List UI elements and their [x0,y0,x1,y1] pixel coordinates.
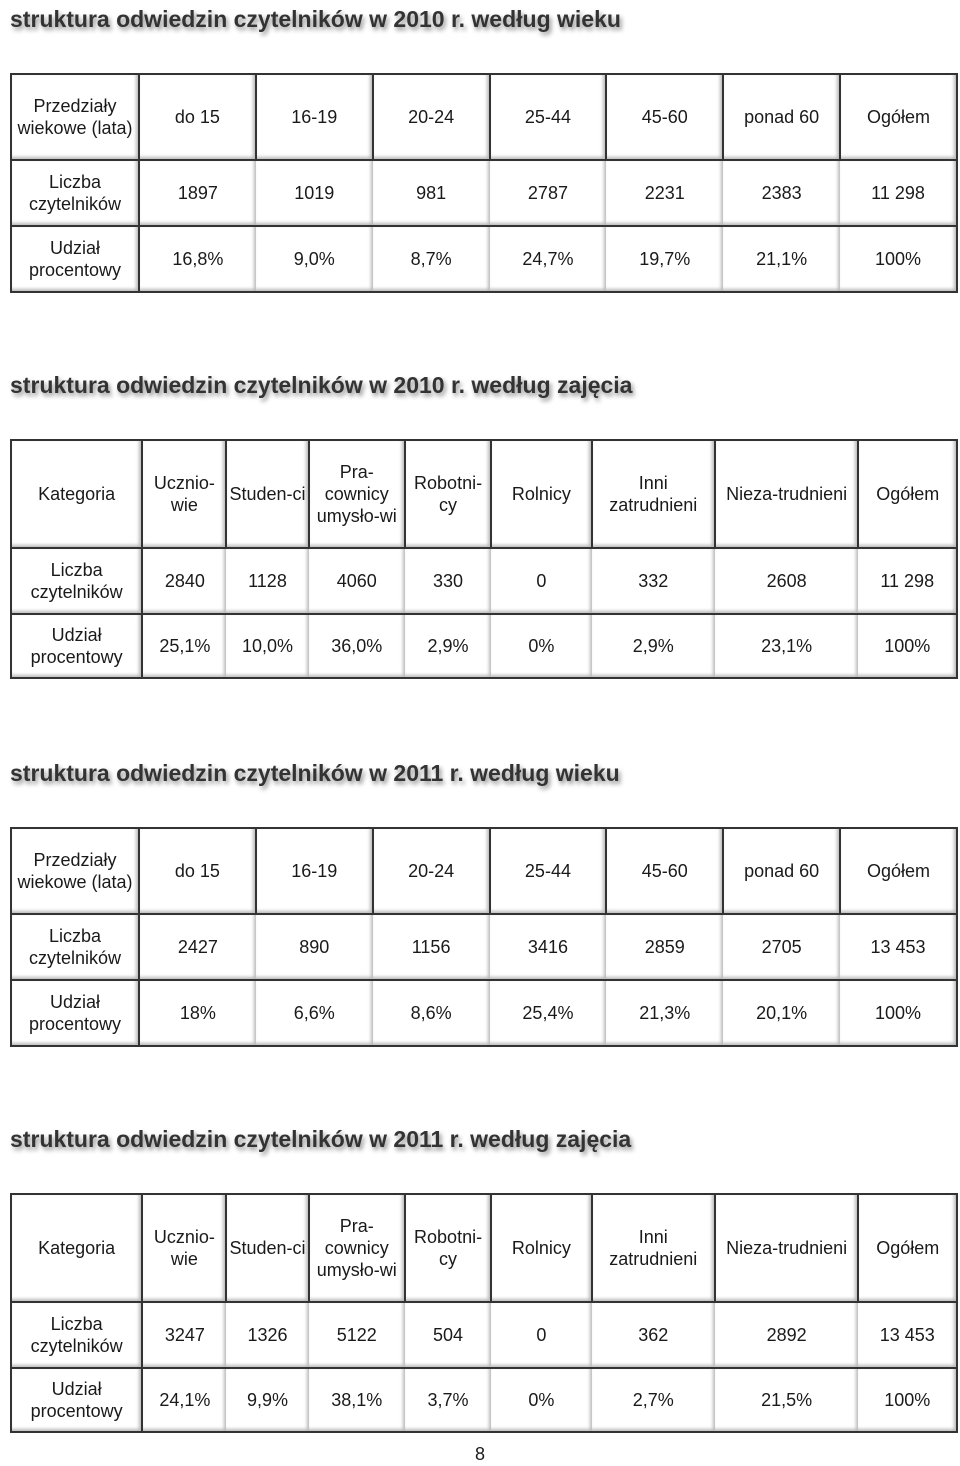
row-header-reader-count: Liczba czytelników [11,1302,142,1368]
table-cell: 36,0% [309,614,405,678]
column-header: 20-24 [373,74,490,160]
table-cell: 1326 [226,1302,308,1368]
column-header: Ogółem [858,1194,957,1302]
table-row [11,1368,957,1432]
table-cell: 2427 [139,914,256,980]
table-row [11,226,957,292]
column-header: Ogółem [858,440,957,548]
title-2011-age: struktura odwiedzin czytelników w 2011 r. według wieku [10,760,620,786]
table-cell: 16,8% [139,226,256,292]
column-header: Ucznio-wie [142,1194,226,1302]
table-2010-occupation [10,439,958,679]
table-row [11,1302,957,1368]
column-header: 16-19 [256,74,373,160]
column-header: 16-19 [256,828,373,914]
table-cell: 1156 [373,914,490,980]
table-cell: 1897 [139,160,256,226]
table-cell: 1019 [256,160,373,226]
column-header: ponad 60 [723,828,840,914]
column-header: Studen-ci [226,440,308,548]
column-header: do 15 [139,828,256,914]
column-header: Robotni-cy [405,1194,491,1302]
column-header: 45-60 [606,828,723,914]
table-cell: 2231 [606,160,723,226]
column-header: Nieza-trudnieni [715,440,859,548]
table-cell: 100% [858,614,957,678]
table-cell: 330 [405,548,491,614]
table-cell: 24,7% [490,226,607,292]
row-header-reader-count: Liczba czytelników [11,160,139,226]
table-2011-occupation [10,1193,958,1433]
table-cell: 2705 [723,914,840,980]
table-cell: 21,5% [715,1368,859,1432]
page-number: 8 [474,1444,485,1464]
table-cell: 21,3% [606,980,723,1046]
table-cell: 6,6% [256,980,373,1046]
table-cell: 24,1% [142,1368,226,1432]
header-row [11,828,957,914]
row-header-category: Kategoria [11,1194,142,1302]
table-2011-age [10,827,958,1047]
title-2010-age: struktura odwiedzin czytelników w 2010 r. według wieku [10,6,621,32]
table-cell: 100% [840,980,957,1046]
column-header: ponad 60 [723,74,840,160]
table-cell: 23,1% [715,614,859,678]
table-cell: 100% [858,1368,957,1432]
row-header-age-ranges: Przedziały wiekowe (lata) [11,74,139,160]
table-cell: 8,7% [373,226,490,292]
table-cell: 11 298 [840,160,957,226]
table-cell: 362 [592,1302,715,1368]
table-row [11,914,957,980]
column-header: 25-44 [490,828,607,914]
table-cell: 13 453 [840,914,957,980]
column-header: Ogółem [840,74,957,160]
column-header: Robotni-cy [405,440,491,548]
table-cell: 19,7% [606,226,723,292]
row-header-reader-count: Liczba czytelników [11,914,139,980]
column-header: Studen-ci [226,1194,308,1302]
table-cell: 2,9% [592,614,715,678]
table-row [11,614,957,678]
table-cell: 21,1% [723,226,840,292]
row-header-percentage-share: Udział procentowy [11,226,139,292]
table-cell: 2383 [723,160,840,226]
column-header: 45-60 [606,74,723,160]
row-header-age-ranges: Przedziały wiekowe (lata) [11,828,139,914]
row-header-percentage-share: Udział procentowy [11,1368,142,1432]
header-row [11,74,957,160]
table-2010-age [10,73,958,293]
table-cell: 981 [373,160,490,226]
table-cell: 11 298 [858,548,957,614]
table-cell: 25,4% [490,980,607,1046]
table-cell: 38,1% [309,1368,405,1432]
table-cell: 890 [256,914,373,980]
table-cell: 18% [139,980,256,1046]
table-cell: 2840 [142,548,226,614]
table-cell: 0% [491,1368,592,1432]
column-header: Inni zatrudnieni [592,1194,715,1302]
table-cell: 2,7% [592,1368,715,1432]
column-header: Ogółem [840,828,957,914]
table-cell: 2787 [490,160,607,226]
table-cell: 0% [491,614,592,678]
table-cell: 5122 [309,1302,405,1368]
table-cell: 100% [840,226,957,292]
column-header: Rolnicy [491,440,592,548]
row-header-category: Kategoria [11,440,142,548]
table-cell: 9,9% [226,1368,308,1432]
table-cell: 2608 [715,548,859,614]
row-header-reader-count: Liczba czytelników [11,548,142,614]
column-header: Rolnicy [491,1194,592,1302]
table-cell: 25,1% [142,614,226,678]
column-header: do 15 [139,74,256,160]
table-cell: 3416 [490,914,607,980]
column-header: Ucznio-wie [142,440,226,548]
table-row [11,548,957,614]
table-cell: 1128 [226,548,308,614]
title-2010-occupation: struktura odwiedzin czytelników w 2010 r. według zajęcia [10,372,633,398]
header-row [11,1194,957,1302]
table-row [11,980,957,1046]
title-2011-occupation: struktura odwiedzin czytelników w 2011 r. według zajęcia [10,1126,632,1152]
table-cell: 8,6% [373,980,490,1046]
table-row [11,160,957,226]
table-cell: 4060 [309,548,405,614]
column-header: Pra-cownicy umysło-wi [309,1194,405,1302]
table-cell: 2892 [715,1302,859,1368]
column-header: 20-24 [373,828,490,914]
column-header: Inni zatrudnieni [592,440,715,548]
column-header: 25-44 [490,74,607,160]
header-row [11,440,957,548]
table-cell: 9,0% [256,226,373,292]
column-header: Nieza-trudnieni [715,1194,859,1302]
table-cell: 332 [592,548,715,614]
table-cell: 0 [491,1302,592,1368]
table-cell: 3,7% [405,1368,491,1432]
table-cell: 13 453 [858,1302,957,1368]
table-cell: 2859 [606,914,723,980]
row-header-percentage-share: Udział procentowy [11,614,142,678]
row-header-percentage-share: Udział procentowy [11,980,139,1046]
table-cell: 20,1% [723,980,840,1046]
table-cell: 10,0% [226,614,308,678]
table-cell: 0 [491,548,592,614]
table-cell: 2,9% [405,614,491,678]
table-cell: 3247 [142,1302,226,1368]
column-header: Pra-cownicy umysło-wi [309,440,405,548]
table-cell: 504 [405,1302,491,1368]
